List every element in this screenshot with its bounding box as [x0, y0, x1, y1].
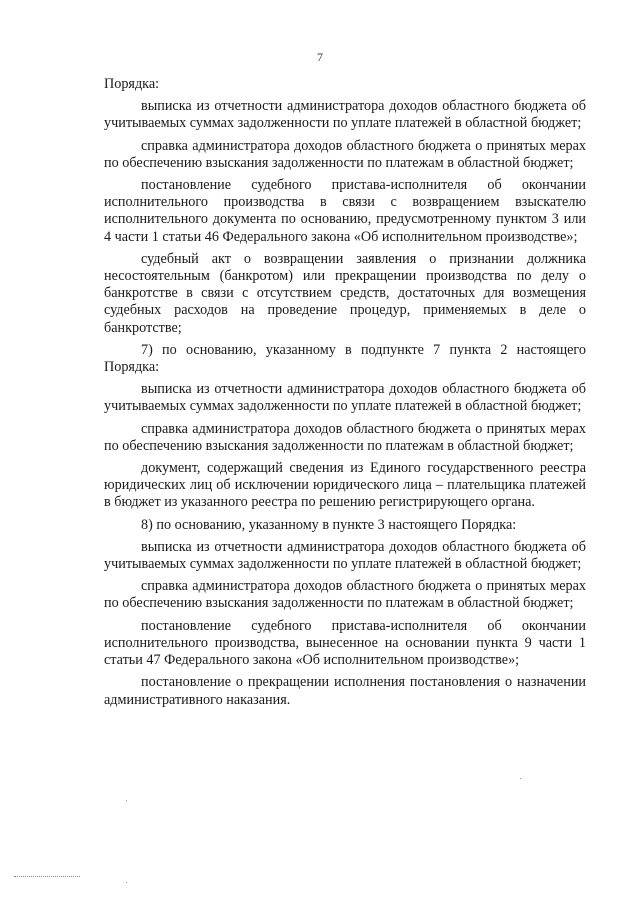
paragraph-bailiff-resolution-2: постановление судебного пристава-исполнителя об окончании исполнительного производства, вынесенное на основании пункта 9 части 1 статьи 47 Федерального закона «Об исполнительном производстве»; — [104, 617, 586, 669]
paragraph-termination-resolution: постановление о прекращении исполнения постановления о назначении административного наказания. — [104, 674, 586, 708]
paragraph-certificate-measures-1: справка администратора доходов областного бюджета о принятых мерах по обеспечению взыскания задолженности по платежам в областной бюджет; — [104, 137, 586, 171]
paragraph-item-8-heading: 8) по основанию, указанному в пункте 3 настоящего Порядка: — [141, 516, 517, 533]
paragraph-extract-debt-3: выписка из отчетности администратора доходов областного бюджета об учитываемых суммах задолженности по уплате платежей в областной бюджет; — [104, 538, 586, 573]
scan-speck — [126, 882, 127, 883]
paragraph-egrul-document: документ, содержащий сведения из Единого государственного реестра юридических лиц об исключении юридического лица – плательщика платежей в бюджет из указанного реестра по решению регистрирующего органа. — [104, 460, 586, 511]
footer-dotted-rule — [14, 876, 80, 877]
paragraph-certificate-measures-3: справка администратора доходов областного бюджета о принятых мерах по обеспечению взыскания задолженности по платежам в областной бюджет; — [104, 578, 586, 612]
paragraph-continuation: Порядка: — [104, 76, 160, 92]
scan-speck — [126, 800, 127, 801]
paragraph-extract-debt-1: выписка из отчетности администратора доходов областного бюджета об учитываемых суммах задолженности по уплате платежей в областной бюджет; — [104, 98, 586, 132]
paragraph-court-act-bankruptcy: судебный акт о возвращении заявления о признании должника несостоятельным (банкротом) или прекращении производства по делу о банкротстве в связи с отсутствием средств, достаточных для возмещения судебных расходов на проведение процедур, применяемых в деле о банкротстве; — [104, 250, 586, 336]
document-body — [104, 76, 586, 714]
page-number: 7 — [317, 50, 323, 64]
paragraph-certificate-measures-2: справка администратора доходов областного бюджета о принятых мерах по обеспечению взыскания задолженности по платежам в областной бюджет; — [104, 420, 586, 454]
paragraph-item-7-heading: 7) по основанию, указанному в подпункте 7 пункта 2 настоящего Порядка: — [104, 341, 586, 376]
scan-speck — [520, 778, 521, 779]
paragraph-bailiff-resolution-1: постановление судебного пристава-исполнителя об окончании исполнительного производства в связи с возвращением взыскателю исполнительного документа по основанию, предусмотренному пунктом 3 или 4 части 1 статьи 46 Федерального закона «Об исполнительном производстве»; — [104, 177, 586, 245]
paragraph-extract-debt-2: выписка из отчетности администратора доходов областного бюджета об учитываемых суммах задолженности по уплате платежей в областной бюджет; — [104, 381, 586, 415]
